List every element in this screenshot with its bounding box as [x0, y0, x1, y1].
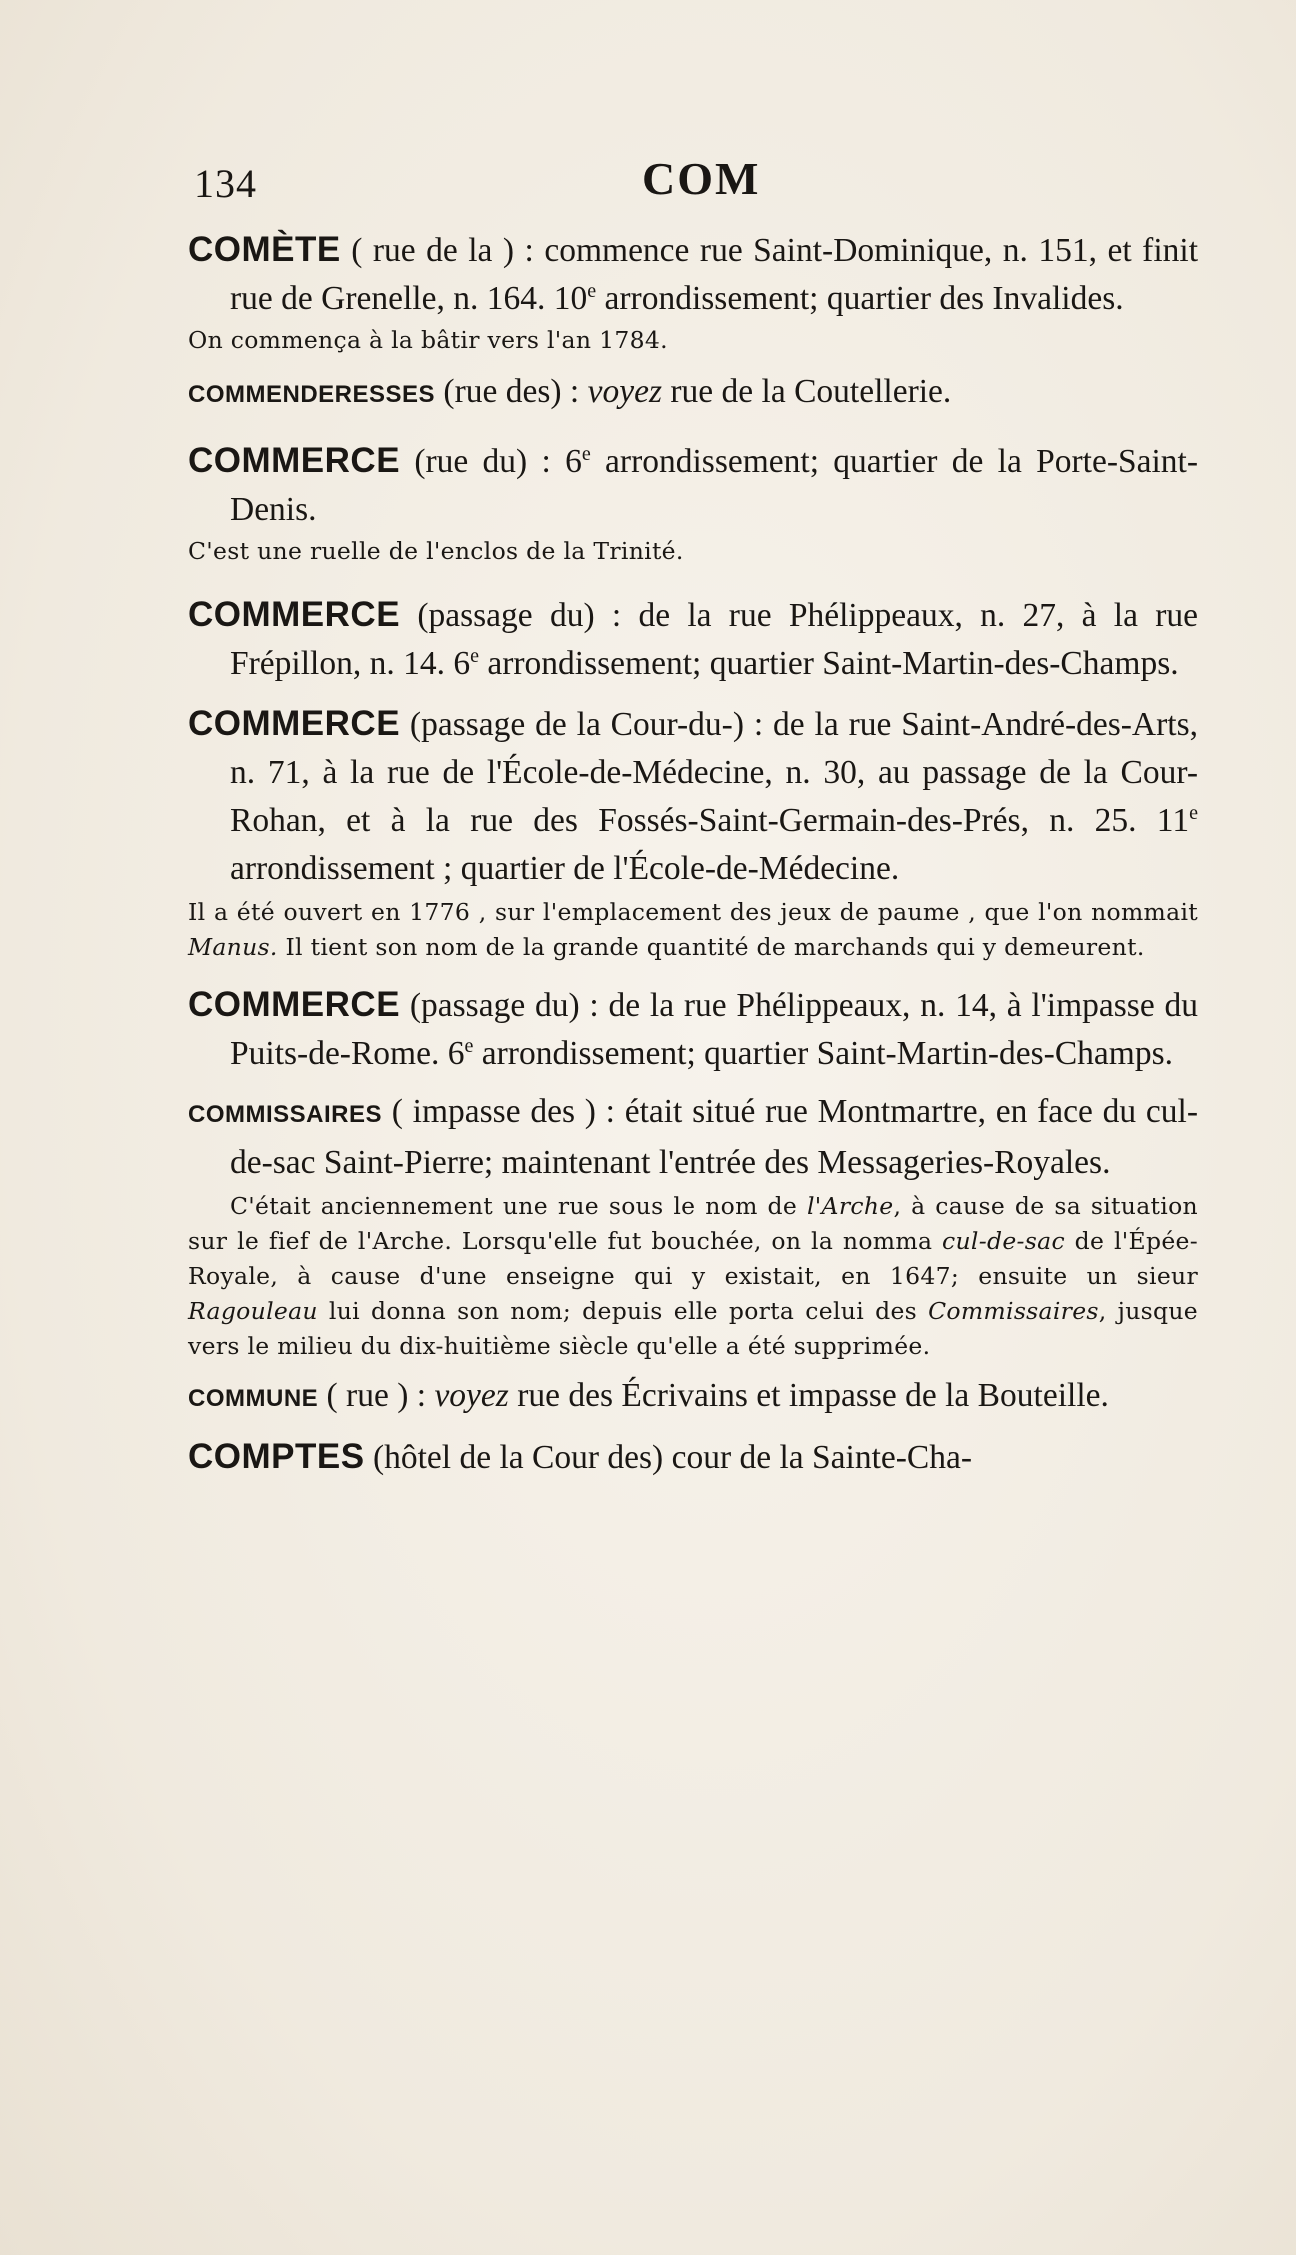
entry-commune — [188, 1372, 1198, 1423]
entry-commerce-cour-du — [188, 700, 1198, 965]
entry-headword: COMMERCE — [188, 985, 401, 1024]
entry-text-part: (passage du) : de la rue Phélippeaux, n. 27, à la rue Frépillon, n. 14. 6 — [230, 597, 1198, 682]
entry-note — [188, 323, 1198, 358]
note-italic: l'Arche — [806, 1192, 894, 1220]
entry-text-part: arrondissement; quartier des Invalides. — [596, 280, 1124, 317]
note-italic: cul-de-sac — [942, 1227, 1065, 1255]
entry-text-part: rue de la Coutellerie. — [662, 373, 952, 410]
entry-text-part: arrondissement; quartier de la Porte-Saint-Denis. — [230, 443, 1198, 528]
entry-headword: COMÈTE — [188, 230, 341, 269]
note-italic: Manus. — [188, 933, 278, 961]
entry-text-part: arrondissement; quartier Saint-Martin-des-Champs. — [479, 645, 1179, 682]
entry-headword: COMMUNE — [188, 1385, 319, 1412]
entry-headword: COMMISSAIRES — [188, 1101, 383, 1128]
note-text: On commença à la bâtir vers l'an 1784. — [188, 326, 668, 354]
entry-comete — [188, 226, 1198, 358]
entry-text-part: rue des Écrivains et impasse de la Bouteille. — [508, 1377, 1109, 1414]
running-head: COM — [642, 153, 761, 204]
note-italic: Commissaires — [928, 1297, 1099, 1325]
entry-comptes — [188, 1433, 1198, 1482]
entry-commenderesses — [188, 368, 1198, 419]
entry-text-part: ( rue ) : — [318, 1377, 435, 1414]
entry-text-part: (rue des) : — [435, 373, 588, 410]
page-body — [188, 226, 1198, 1482]
entry-commissaires — [188, 1088, 1198, 1364]
entry-text — [188, 591, 1198, 688]
ordinal-superscript: e — [470, 644, 479, 667]
entry-headword: COMMERCE — [188, 595, 401, 634]
entry-headword: COMMERCE — [188, 704, 401, 743]
entry-text — [188, 226, 1198, 323]
entry-text — [188, 1433, 1198, 1482]
entry-headword: COMPTES — [188, 1437, 365, 1476]
ordinal-superscript: e — [464, 1034, 474, 1057]
entry-commerce-passage-phelippeaux-27 — [188, 591, 1198, 688]
entry-text-part: arrondissement; quartier Saint-Martin-des-Champs. — [473, 1035, 1174, 1072]
entry-text-part: (passage de la Cour-du-) : de la rue Saint-André-des-Arts, n. 71, à la rue de l'École-de-Médecine, n. 30, au passage de la Cour-Rohan, et à la rue des Fossés-Saint-Germain-des-Prés, n. 25. 11 — [230, 706, 1198, 839]
entry-italic: voyez — [434, 1377, 509, 1414]
ordinal-superscript: e — [587, 279, 597, 302]
entry-text-part: (hôtel de la Cour des) cour de la Sainte-Cha- — [364, 1439, 973, 1476]
note-text: de l'Épée-Royale, à cause d'une enseigne qui y existait, en 1647; ensuite un sieur — [188, 1227, 1198, 1290]
entry-text-part: arrondissement ; quartier de l'École-de-Médecine. — [230, 850, 900, 887]
entry-text-part: (rue du) : 6 — [400, 443, 582, 480]
entry-text — [188, 1372, 1198, 1423]
entry-text-part: ( impasse des ) : était situé rue Montmartre, en face du cul-de-sac Saint-Pierre; maintenant l'entrée des Messageries-Royales. — [230, 1093, 1198, 1181]
note-text: Il tient son nom de la grande quantité de marchands qui y demeurent. — [277, 933, 1145, 961]
page-header — [182, 148, 1202, 208]
entry-text — [188, 368, 1198, 419]
entry-headword: COMMERCE — [188, 441, 401, 480]
ordinal-superscript: e — [581, 442, 591, 465]
entry-headword: COMMENDERESSES — [188, 381, 436, 408]
note-text: C'était anciennement une rue sous le nom de — [230, 1192, 807, 1220]
entry-text — [188, 437, 1198, 534]
entry-text — [188, 1088, 1198, 1187]
entry-text — [188, 981, 1198, 1078]
entry-commerce-rue — [188, 437, 1198, 569]
entry-italic: voyez — [587, 373, 663, 410]
note-text: lui donna son nom; depuis elle porta celui des — [317, 1297, 929, 1325]
page-number: 134 — [194, 161, 257, 206]
note-text: Il a été ouvert en 1776 , sur l'emplacement des jeux de paume , que l'on nommait — [188, 898, 1198, 926]
note-text: , à cause de sa situation sur le fief de l'Arche. Lorsqu'elle fut bouchée, on la nomma — [188, 1192, 1198, 1255]
entry-note — [188, 895, 1198, 965]
entry-note — [188, 534, 1198, 569]
entry-text — [188, 700, 1198, 893]
entry-text-part: ( rue de la ) : commence rue Saint-Dominique, n. 151, et finit rue de Grenelle, n. 164. 10 — [230, 232, 1198, 317]
entry-text-part: (passage du) : de la rue Phélippeaux, n. 14, à l'impasse du Puits-de-Rome. 6 — [230, 987, 1198, 1072]
note-text: , jusque vers le milieu du dix-huitième siècle qu'elle a été supprimée. — [188, 1297, 1198, 1360]
ordinal-superscript: e — [1189, 801, 1198, 824]
entry-commerce-passage-phelippeaux-14 — [188, 981, 1198, 1078]
entry-note — [188, 1189, 1198, 1364]
note-text: C'est une ruelle de l'enclos de la Trinité. — [188, 537, 684, 565]
note-italic: Ragouleau — [188, 1297, 318, 1325]
